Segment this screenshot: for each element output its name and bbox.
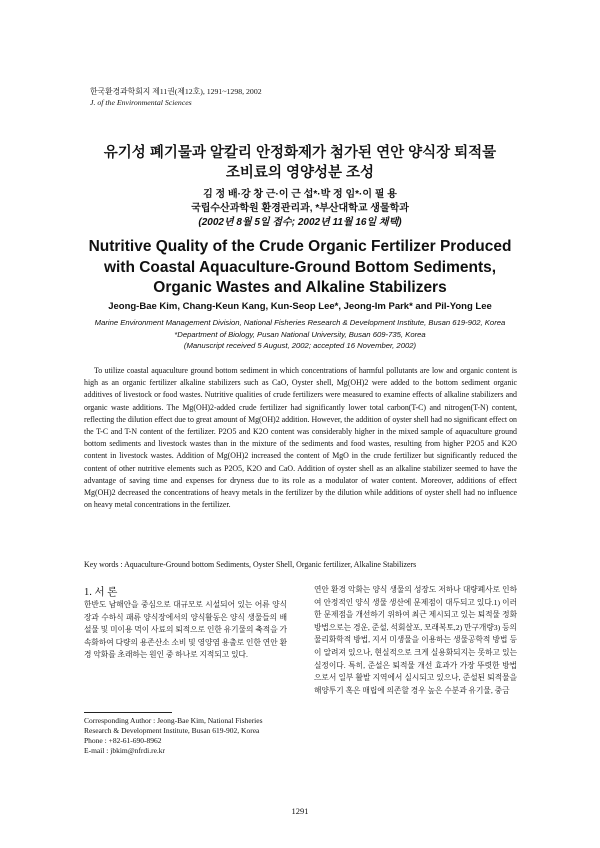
english-authors: Jeong-Bae Kim, Chang-Keun Kang, Kun-Seop Lee*, Jeong-Im Park* and Pil-Yong Lee xyxy=(108,301,492,312)
journal-citation: 한국환경과학회지 제11권(제12호), 1291~1298, 2002 xyxy=(90,87,262,96)
english-title xyxy=(60,237,540,299)
english-title-line3: Organic Wastes and Alkaline Stabilizers xyxy=(153,279,447,296)
korean-affiliation: 국립수산과학원 환경관리과, *부산대학교 생물학과 xyxy=(191,203,409,214)
korean-title xyxy=(60,143,540,183)
english-affiliations xyxy=(60,317,540,352)
keywords: Key words : Aquaculture-Ground bottom Sediments, Oyster Shell, Organic fertilizer, Alkaline Stabilizers xyxy=(84,560,417,569)
journal-header xyxy=(90,86,262,108)
body-column-left: 한반도 남해안을 중심으로 대규모로 시설되어 있는 어류 양식장과 수하식 패류 양식장에서의 양식활동은 양식 생물들의 배설물 및 미이용 먹이 사료의 퇴적으로 인한 유기물의 축적을 가속화하여 다량의 용존산소 소비 및 영양염 용출로 인한 연안 환경 악화를 초래하는 원인 중 하나로 지적되고 있다. xyxy=(84,600,287,660)
corresponding-author-footnote xyxy=(84,716,294,756)
footnote-line-1: Corresponding Author : Jeong-Bae Kim, National Fisheries xyxy=(84,716,263,725)
affiliation-2: *Department of Biology, Pusan National University, Busan 609-735, Korea xyxy=(174,329,426,339)
korean-authors: 김 정 배·강 창 근·이 근 섭*·박 정 임*·이 필 용 xyxy=(203,189,397,200)
korean-author-block xyxy=(60,188,540,230)
footnote-divider xyxy=(84,712,172,713)
footnote-line-2: Research & Development Institute, Busan 619-902, Korea xyxy=(84,726,260,735)
page-number: 1291 xyxy=(291,806,309,816)
korean-title-line2: 조비료의 영양성분 조성 xyxy=(225,165,375,181)
footnote-phone: Phone : +82-61-690-8962 xyxy=(84,736,162,745)
journal-name: J. of the Environmental Sciences xyxy=(90,98,192,107)
english-title-line1: Nutritive Quality of the Crude Organic Fertilizer Produced xyxy=(88,238,512,255)
korean-title-line1: 유기성 폐기물과 알칼리 안정화제가 첨가된 연안 양식장 퇴적물 xyxy=(103,145,497,161)
manuscript-dates: (Manuscript received 5 August, 2002; accepted 16 November, 2002) xyxy=(183,341,417,350)
section-heading: 1. 서 론 xyxy=(84,587,118,598)
affiliation-1: Marine Environment Management Division, National Fisheries Research & Development Institute, Busan 619-902, Korea xyxy=(94,318,506,327)
english-title-line2: with Coastal Aquaculture-Ground Bottom Sediments, xyxy=(103,258,497,276)
abstract xyxy=(84,365,517,511)
abstract-text: To utilize coastal aquaculture ground bottom sediment in which concentrations of harmful pollutants are low and organic content is high as an organic fertilizer alkaline stabilizers such as CaO, Oyster shell, Mg(OH)2 were added to the bottom sediment organic additives of livestock or food wastes. Nutritive qualities of crude fertilizers were measured to examine effects of alkaline stabilizers and organic waste additions. The Mg(OH)2-added crude fertilizer had significantly lower total carbon(T-C) and nitrogen(T-N) content, reflecting the dilution effect due to great amount of Mg(OH)2 addition. However, the addition of oyster shell had no significant effect on the T-C and T-N content of the fertilizer. P2O5 and K2O content was considerably higher in the mixed sample of aquaculture ground bottom sediments and livestock wastes than in the mixture of the sediments and food wastes, resulting from higher P2O5 and K2O content in livestock wastes. Addition of Mg(OH)2 increased the content of MgO in the crude fertilizer but significantly reduced the content of other nutritive elements such as P2O5, K2O and CaO. Addition of oyster shell as an alkaline stabilizer seemed to have the advantage of saving time and expenses for dryness due to its role as a modulator of water content. Moreover, additions of effect Mg(OH)2 decreased the concentrations of heavy metals in the fertilizer by the dilution while additions of oyster shell had no influence on heavy metal concentrations in the fertilizer. xyxy=(84,366,517,510)
footnote-email: E-mail : jbkim@nfrdi.re.kr xyxy=(84,746,166,755)
body-column-right: 연안 환경 악화는 양식 생물의 성장도 저하나 대량폐사로 인하여 안정적인 양식 생물 생산에 문제점이 대두되고 있다.1) 이러한 문제점을 개선하기 위하여 최근 제시되고 있는 퇴적물 정화 방법으로는 경운, 준설, 석회살포, 모래복토,2) 만구개량3) 등의 물리화학적 방법, 지서 미생물을 이용하는 생물공학적 방법 등이 알려져 있으나, 현실적으로 크게 실용화되지는 못하고 있는 실정이다. 특히, 준설은 퇴적물 개선 효과가 가장 뚜렷한 방법으로서 일부 활발 지역에서 실시되고 있으나, 준설된 퇴적물을 해양투기 혹은 매립에 의존할 경우 높은 수분과 유기물, 중금 xyxy=(314,585,517,695)
korean-dates: (2002년 8월 5일 접수; 2002년 11월 16일 채택) xyxy=(198,217,402,228)
